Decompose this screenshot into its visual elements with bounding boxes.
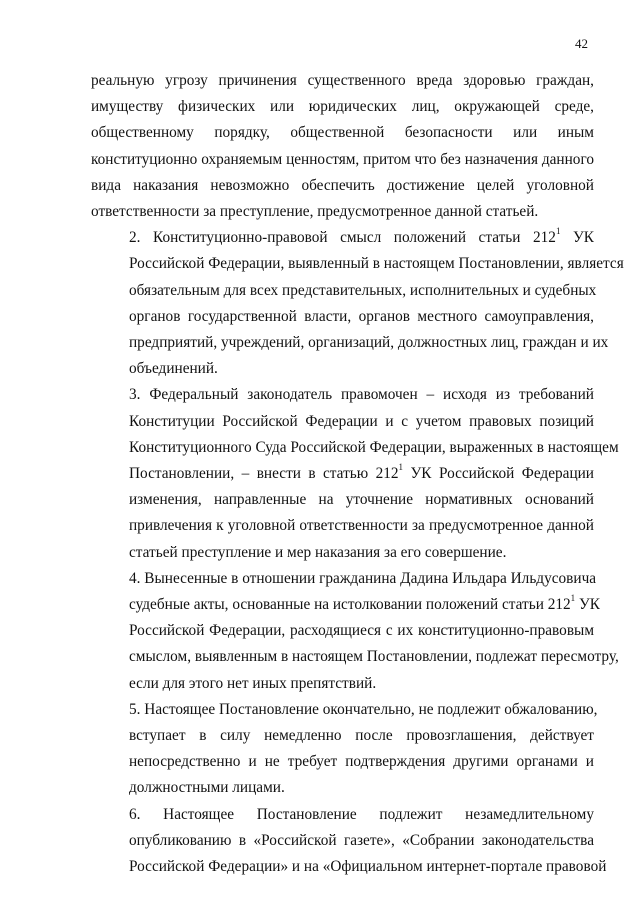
text-line: опубликованию в «Российской газете», «Собрании законодательства [129,831,594,849]
text-line: вступает в силу немедленно после провозглашения, действует [129,727,594,745]
text-line: 5. Настоящее Постановление окончательно, не подлежит обжалованию, [129,700,598,718]
text-line: Конституционного Суда Российской Федерации, выраженных в настоящем [129,438,619,456]
page-number: 42 [575,36,588,51]
text-line: реальную угрозу причинения существенного вреда здоровью граждан, [91,72,594,89]
text-line: предприятий, учреждений, организаций, должностных лиц, граждан и их [129,334,609,352]
text-line: Российской Федерации, выявленный в настоящем Постановлении, является [129,255,624,273]
superscript: 1 [555,226,561,237]
text-line: привлечения к уголовной ответственности за предусмотренное данной [129,517,594,535]
text-line: смыслом, выявленным в настоящем Постановлении, подлежат пересмотру, [129,648,619,666]
text-line: имуществу физических или юридических лиц, окружающей среде, [91,98,594,116]
text-line: ответственности за преступление, предусмотренное данной статьей. [91,203,539,221]
text-line: 4. Вынесенные в отношении гражданина Дадина Ильдара Ильдусовича [129,569,597,587]
document-body [91,68,624,880]
text-line [91,592,601,618]
text-line: Российской Федерации» и на «Официальном интернет-портале правовой [129,858,607,876]
text-line: 6. Настоящее Постановление подлежит незамедлительному [129,805,594,823]
paragraph [91,566,619,697]
text-segment: УК Российской Федерации [403,465,594,483]
text-line: конституционно охраняемым ценностям, притом что без назначения данного [91,150,594,168]
text-line: обязательным для всех представительных, исполнительных и судебных [129,281,597,299]
paragraph [91,225,624,382]
text-line: изменения, направленные на уточнение нормативных оснований [129,491,594,509]
text-segment: УК [560,229,594,247]
text-line: объединений. [129,360,218,378]
text-line: вида наказания невозможно обеспечить достижение целей уголовной [91,176,594,194]
text-line: органов государственной власти, органов местного самоуправления, [129,307,594,325]
paragraph [91,802,607,881]
text-line: Конституции Российской Федерации и с учетом правовых позиций [129,412,594,430]
text-segment: УК [575,596,601,614]
paragraph [91,697,598,802]
text-line: статьей преступление и мер наказания за его совершение. [129,543,507,561]
superscript: 1 [398,461,404,472]
text-line: если для этого нет иных препятствий. [129,674,377,692]
text-line: 3. Федеральный законодатель правомочен – исходя из требований [129,386,594,404]
text-line [91,225,594,251]
superscript: 1 [570,592,576,603]
text-line: должностными лицами. [129,779,285,797]
text-line: Российской Федерации, расходящиеся с их конституционно-правовым [129,622,594,640]
text-line [91,461,594,487]
paragraph [91,68,594,225]
text-segment: судебные акты, основанные на истолковании положений статьи 212 [129,596,571,614]
text-segment: 2. Конституционно-правовой смысл положений статьи 212 [129,229,556,247]
paragraph [91,382,619,565]
text-segment: Постановлении, – внести в статью 212 [129,465,399,483]
text-line: непосредственно и не требует подтверждения другими органами и [129,753,594,771]
text-line: общественному порядку, общественной безопасности или иным [91,124,594,142]
